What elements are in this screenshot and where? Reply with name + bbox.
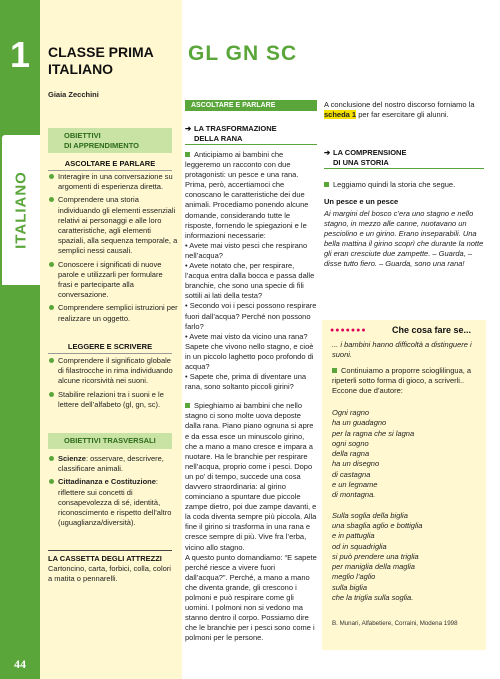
subhead-ascoltare: ASCOLTARE E PARLARE [48,159,172,171]
author-name: Giaia Zecchini [48,90,99,99]
objectives-tab: OBIETTIVI DI APPRENDIMENTO [48,128,172,153]
list-item: Cittadinanza e Costituzione: riflettere sui concetti di consapevolezza di sé, identità, riconoscimento e rispetto dell’altro (uguaglianza/diversità). [48,477,178,528]
question: • Sapete che, prima di diventare una rana, sono soltanto piccoli girini? [185,372,307,392]
list-item: Interagire in una conversazione su argomenti di esperienza diretta. [48,172,178,192]
question: • Avete mai visto da vicino una rana? Sapete che vivono nello stagno, e cioè in un piccolo laghetto poco profondo di acqua? [185,331,314,371]
page-number: 44 [14,657,26,671]
story-title: Un pesce e un pesce [324,197,399,206]
question: • Secondo voi i pesci possono respirare fuori dall’acqua? Perché non possono farlo? [185,301,317,331]
objectives-list-3 [48,454,178,531]
tips-box-text: ... i bambini hanno difficoltà a distinguere i suoni. [332,340,472,359]
trasversali-tab: OBIETTIVI TRASVERSALI [48,433,172,449]
subject-label: ITALIANO [12,171,30,249]
objectives-list-2 [48,356,178,413]
square-bullet-icon [185,152,190,157]
toolbox-text: Cartoncino, carta, forbici, colla, colori a matita o pennarelli. [48,564,171,583]
page-title: GL GN SC [188,42,298,65]
right-intro: A conclusione del nostro discorso forniamo la scheda 1 per far esercitare gli alunni. [324,100,475,120]
list-item: Comprendere il significato globale di filastrocche in rima individuando alcune ricorsività nei suoni. [48,356,178,387]
arrow-right-icon: ➔ [324,148,331,157]
section-heading-trasformazione: ➔ LA TRASFORMAZIONE DELLA RANA [185,124,317,145]
question: • Avete notato che, per respirare, l’acqua entra dalla bocca e passa dalle branchie, che sono una specie di fili sottili ai lati della testa? [185,261,315,301]
paragraph: Spieghiamo ai bambini che nello stagno ci sono molte uova deposte dalla rana. Piano piano ognuna si apre e da essa esce un minuscolo girino, che a mano a mano cresce e impara a nuotare. Ha le branchie per respirare nell’acqua, proprio come i pesci. Dopo un po’ di tempo, succede una cosa davvero straordinaria: al girino cominciano a spuntare due piccole zampe dietro, poi due zampe davanti, e la coda diventa sempre più piccola. Alla fine il girino si trasforma in una rana e cresce sempre di più. Vive fra l’erba, vicino allo stagno. [185,401,317,552]
poem-source: B. Munari, Alfabetiere, Corraini, Modena 1998 [332,620,458,627]
toolbox-title: LA CASSETTA DEGLI ATTREZZI [48,550,172,563]
square-bullet-icon [332,368,337,373]
story-text: Ai margini del bosco c’era uno stagno e nello stagno, in mezzo alle canne, nuotavano un pesciolino e un girino. Erano inseparabili. Una bella mattina il girino scoprì che durante la notte gli eran cresciute due zampette. – Guarda, – disse tutto fiero. – Guarda, sono una rana! [324,209,484,269]
arrow-right-icon: ➔ [185,124,192,133]
chapter-sidebar [0,0,40,679]
objectives-list-1 [48,172,178,327]
scheda-highlight: scheda 1 [324,110,357,120]
list-item: Scienze: osservare, descrivere, classificare animali. [48,454,178,474]
square-bullet-icon [324,182,329,187]
chapter-number: 1 [9,34,31,75]
middle-body [185,150,317,644]
square-bullet-icon [185,403,190,408]
subhead-leggere: LEGGERE E SCRIVERE [48,342,172,354]
tips-box-title: Che cosa fare se... [392,325,472,335]
subject-tab [2,135,40,285]
poem: Ogni ragno ha un guadagno per la ragna che si lagna ogni sogno della ragna ha un disegno di castagna e un legname di montagna. Sulla soglia della biglia una sbaglia aglio e bottiglia e in pattuglia od in squadriglia si può prendere una triglia per maniglia della maglia meglio l’aglio sulla biglia che la triglia sulla soglia. [332,408,423,603]
dots-decoration: ●●●●●●● [330,327,367,334]
list-item: Comprendere una storia individuando gli elementi essenziali relativi ai personaggi e alle loro caratteristiche, agli elementi spaziali, alla sequenza temporale, a semplici nessi causali. [48,195,178,256]
list-item: Comprendere semplici istruzioni per realizzare un oggetto. [48,303,178,323]
tips-box-text: Continuiamo a proporre scioglilingua, a ripeterli sotto forma di gioco, a scriverli.. Eccone due d’autore: [332,366,472,395]
right-paragraph: Leggiamo quindi la storia che segue. [324,180,484,190]
list-item: Conoscere i significati di nuove parole e utilizzarli per formulare frasi e parteciparte alla conversazione. [48,260,178,301]
section-heading-comprensione: ➔ LA COMPRENSIONE DI UNA STORIA [324,148,484,169]
class-title: CLASSE PRIMA ITALIANO [48,44,154,77]
question: • Avete mai visto pesci che respirano nell’acqua? [185,240,308,260]
paragraph: A questo punto domandiamo: “E sapete perché riesce a vivere fuori dall’acqua?”. Perché, a mano a mano che diventa grande, gli crescono i polmoni e può respirare come gli uomini. I polmoni non si vedono ma stanno dentro il corpo. Possiamo dire che le branchie per i pesci sono come i polmoni per le persone. [185,552,317,643]
section-bar: ASCOLTARE E PARLARE [185,100,317,111]
list-item: Stabilire relazioni tra i suoni e le lettere dell’alfabeto (gl, gn, sc). [48,390,178,410]
paragraph: Anticipiamo ai bambini che leggeremo un racconto con due protagonisti: un pesce e una rana. Prima, però, accertiamoci che conoscano le caratteristiche dei due animali. Procediamo ponendo alcune domande, considerando tutte le risposte, fornendo le spiegazioni e le informazioni necessarie: [185,150,309,240]
